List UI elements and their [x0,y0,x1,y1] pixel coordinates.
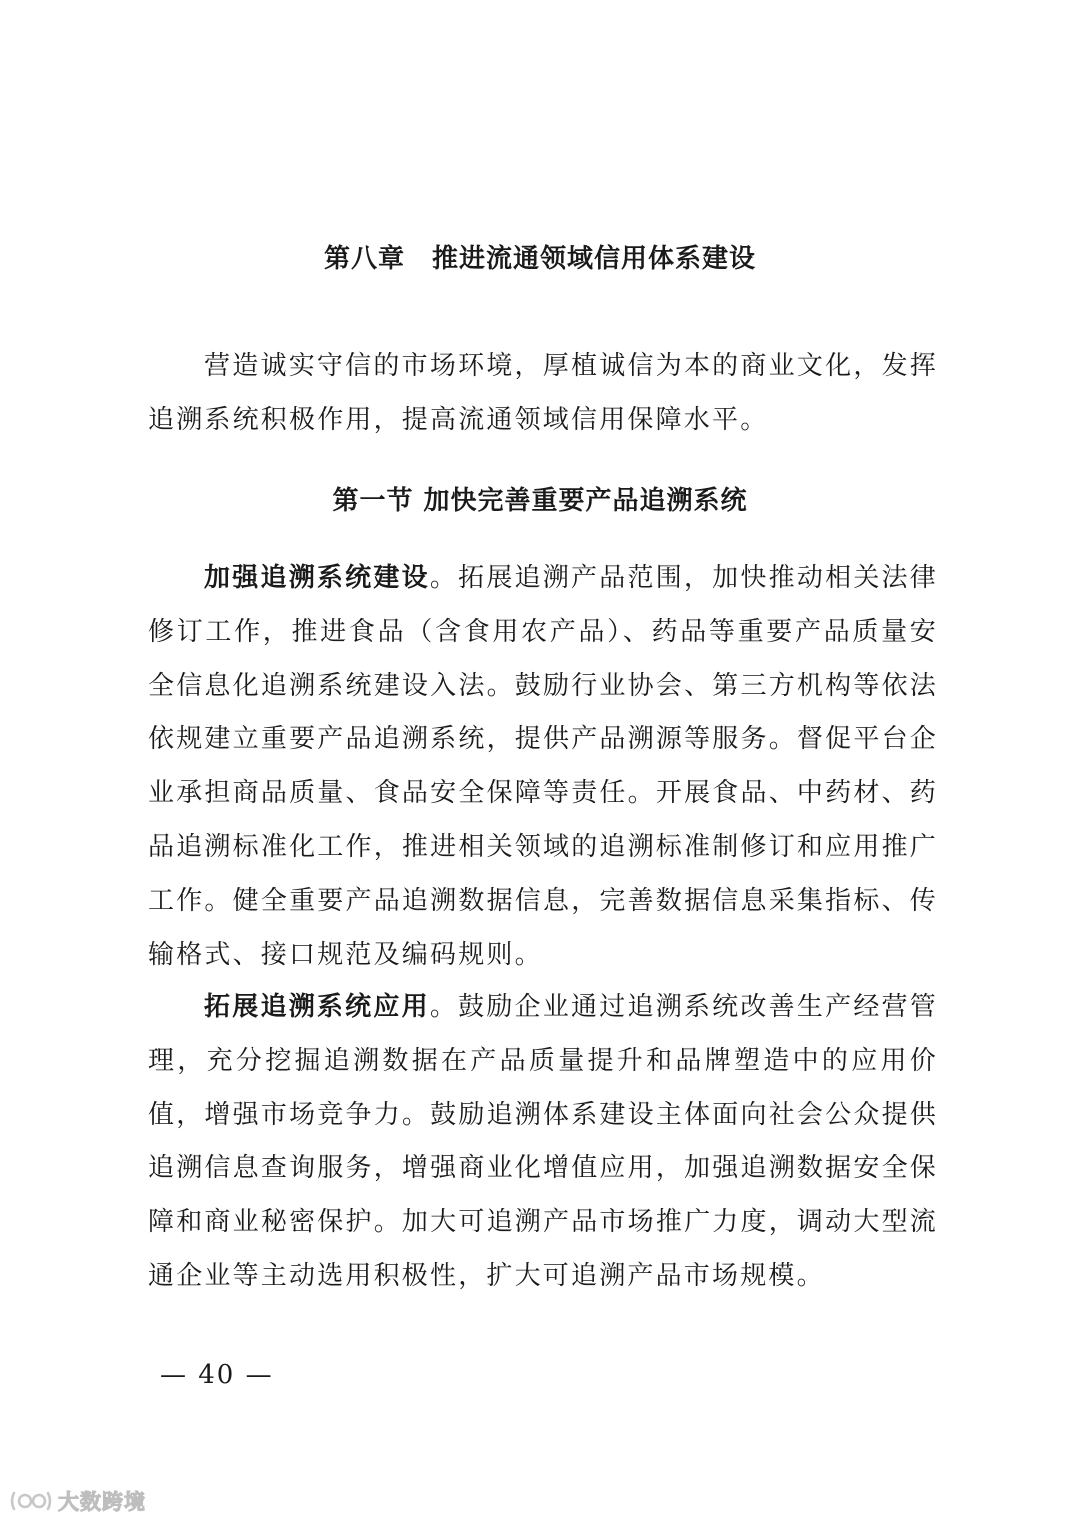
paragraph-lead: 加强追溯系统建设 [204,563,430,593]
paragraph-body: 。鼓励企业通过追溯系统改善生产经营管理，充分挖掘追溯数据在产品质量提升和品牌塑造中的应用价值，增强市场竞争力。鼓励追溯体系建设主体面向社会公众提供追溯信息查询服务，增强商业化增值应用，加强追溯数据安全保障和商业秘密保护。加大可追溯产品市场推广力度，调动大型流通企业等主动选用积极性，扩大可追溯产品市场规模。 [148,992,938,1291]
chapter-title: 第八章 推进流通领域信用体系建设 [323,244,756,274]
watermark [8,1486,146,1516]
paragraph-traceability-construction [148,552,938,982]
intro-paragraph: 营造诚实守信的市场环境，厚植诚信为本的商业文化，发挥追溯系统积极作用，提高流通领域信用保障水平。 [148,351,938,435]
paragraph-traceability-application [148,981,938,1304]
paragraph-lead: 拓展追溯系统应用 [204,992,430,1022]
watermark-logo-icon [8,1488,54,1514]
section-title: 第一节 加快完善重要产品追溯系统 [332,486,748,516]
watermark-text: 大数跨境 [58,1490,146,1514]
page-number: — 40 — [160,1360,274,1390]
paragraph-body: 。拓展追溯产品范围，加快推动相关法律修订工作，推进食品（含食用农产品）、药品等重要产品质量安全信息化追溯系统建设入法。鼓励行业协会、第三方机构等依法依规建立重要产品追溯系统，提供产品溯源等服务。督促平台企业承担商品质量、食品安全保障等责任。开展食品、中药材、药品追溯标准化工作，推进相关领域的追溯标准制修订和应用推广工作。健全重要产品追溯数据信息，完善数据信息采集指标、传输格式、接口规范及编码规则。 [148,563,938,970]
